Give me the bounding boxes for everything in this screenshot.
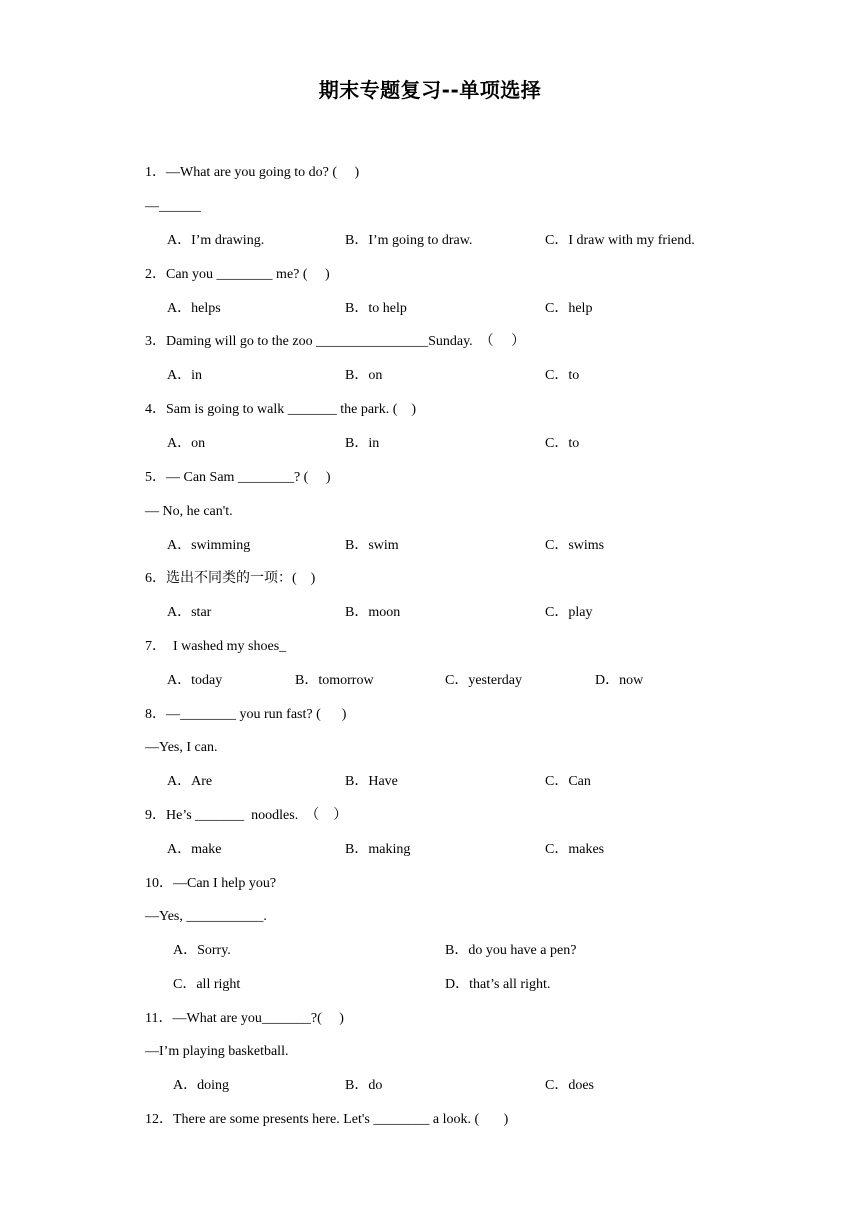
question-8-stem: 8．—________ you run fast? ( ) — [145, 707, 347, 722]
question-1-option-a[interactable]: A．I’m drawing. — [167, 233, 265, 248]
question-6-option-b[interactable]: B．moon — [345, 605, 401, 620]
question-3-option-c[interactable]: C．to — [545, 368, 580, 383]
question-10-option-c[interactable]: C．all right — [173, 977, 241, 992]
question-10-option-a[interactable]: A．Sorry. — [173, 943, 231, 958]
question-8-option-c[interactable]: C．Can — [545, 774, 591, 789]
question-4-option-b[interactable]: B．in — [345, 436, 380, 451]
question-3-option-b[interactable]: B．on — [345, 368, 383, 383]
question-10-stem: 10．—Can I help you? — [145, 876, 277, 891]
question-1-option-c[interactable]: C．I draw with my friend. — [545, 233, 695, 248]
question-2-option-b[interactable]: B．to help — [345, 301, 407, 316]
question-4-stem: 4．Sam is going to walk _______ the park. ( ) — [145, 402, 417, 417]
question-9-option-c[interactable]: C．makes — [545, 842, 605, 857]
question-5-option-b[interactable]: B．swim — [345, 538, 399, 553]
question-11-answer-line: —I’m playing basketball. — [145, 1044, 289, 1059]
question-6-option-a[interactable]: A．star — [167, 605, 212, 620]
question-7-option-c[interactable]: C．yesterday — [445, 673, 522, 688]
question-7-option-b[interactable]: B．tomorrow — [295, 673, 374, 688]
question-11-stem: 11．—What are you_______?( ) — [145, 1011, 344, 1026]
question-5-option-a[interactable]: A．swimming — [167, 538, 251, 553]
question-11-option-c[interactable]: C．does — [545, 1078, 594, 1093]
question-2-option-c[interactable]: C．help — [545, 301, 593, 316]
question-7-option-d[interactable]: D．now — [595, 673, 644, 688]
question-9-option-a[interactable]: A．make — [167, 842, 222, 857]
question-9-stem: 9．He’s _______ noodles. （ ） — [145, 808, 348, 823]
question-2-stem: 2．Can you ________ me? ( ) — [145, 267, 330, 282]
question-9-option-b[interactable]: B．making — [345, 842, 411, 857]
question-10-answer-line: —Yes, ___________. — [145, 909, 267, 924]
question-6-stem: 6．选出不同类的一项：( ) — [145, 571, 316, 586]
question-5-option-c[interactable]: C．swims — [545, 538, 605, 553]
question-8-option-a[interactable]: A．Are — [167, 774, 213, 789]
question-1-answer-line: —______ — [145, 199, 201, 214]
question-4-option-c[interactable]: C．to — [545, 436, 580, 451]
question-5-stem: 5．— Can Sam ________? ( ) — [145, 470, 331, 485]
question-4-option-a[interactable]: A．on — [167, 436, 206, 451]
question-5-answer-line: — No, he can't. — [145, 504, 233, 519]
question-11-option-b[interactable]: B．do — [345, 1078, 383, 1093]
question-8-option-b[interactable]: B．Have — [345, 774, 398, 789]
question-6-option-c[interactable]: C．play — [545, 605, 593, 620]
question-10-option-b[interactable]: B．do you have a pen? — [445, 943, 577, 958]
question-11-option-a[interactable]: A．doing — [173, 1078, 229, 1093]
page-title: 期末专题复习--单项选择 — [318, 78, 542, 102]
question-2-option-a[interactable]: A．helps — [167, 301, 221, 316]
question-1-option-b[interactable]: B．I’m going to draw. — [345, 233, 473, 248]
question-7-option-a[interactable]: A．today — [167, 673, 223, 688]
question-1-stem: 1．—What are you going to do? ( ) — [145, 165, 360, 180]
question-3-option-a[interactable]: A．in — [167, 368, 202, 383]
question-10-option-d[interactable]: D．that’s all right. — [445, 977, 551, 992]
question-3-stem: 3．Daming will go to the zoo ________________Sunday. （ ） — [145, 334, 526, 349]
question-7-stem: 7． I washed my shoes_ — [145, 639, 287, 654]
question-8-answer-line: —Yes, I can. — [145, 740, 218, 755]
question-12-stem: 12．There are some presents here. Let's ________ a look. ( ) — [145, 1112, 509, 1127]
